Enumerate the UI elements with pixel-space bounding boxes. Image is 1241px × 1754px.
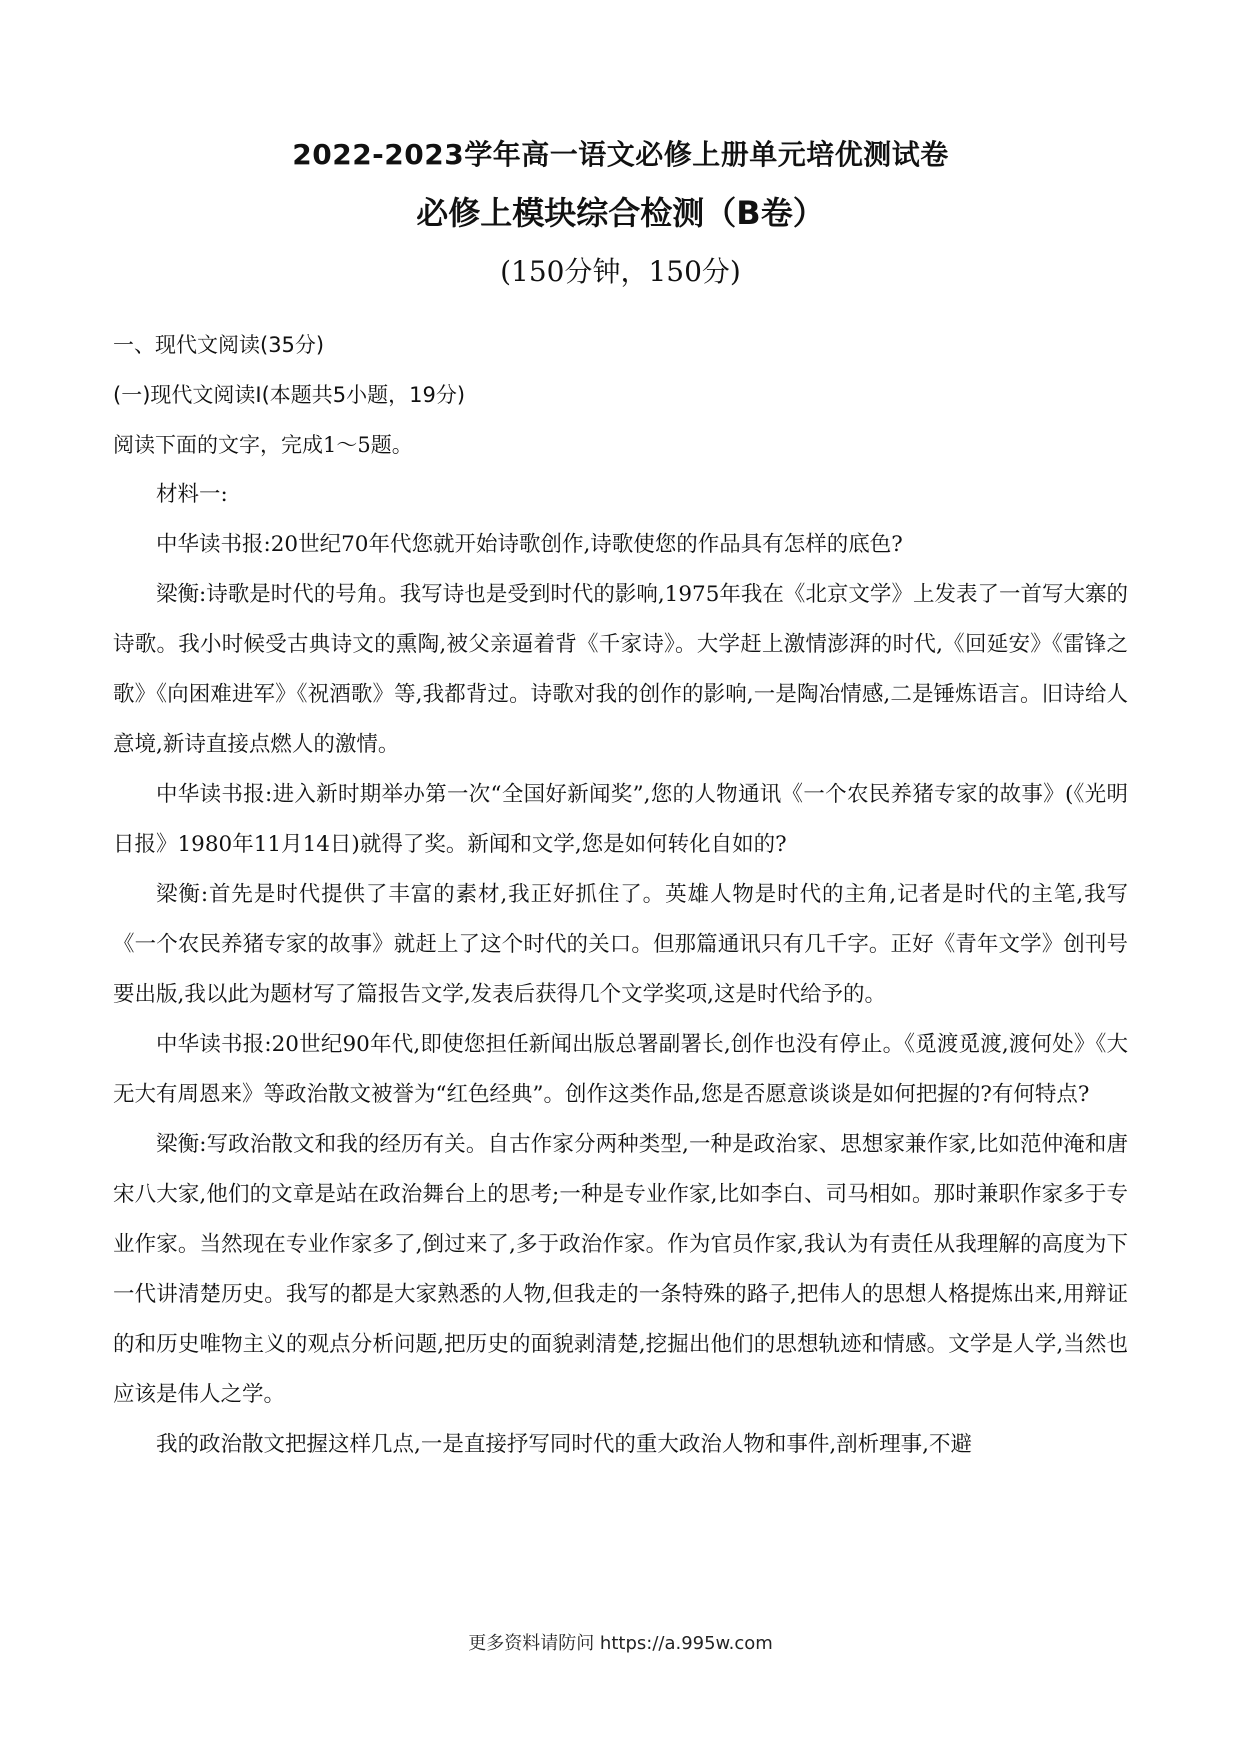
interview-answer: 梁衡:首先是时代提供了丰富的素材,我正好抓住了。英雄人物是时代的主角,记者是时代的主笔,我写《一个农民养猪专家的故事》就赶上了这个时代的关口。但那篇通讯只有几千字。正好《青年文学》创刊号要出版,我以此为题材写了篇报告文学,发表后获得几个文学奖项,这是时代给予的。 [113, 882, 1128, 1007]
section-heading: 一、现代文阅读(35分) [113, 333, 325, 357]
reading-instruction: 阅读下面的文字，完成1～5题。 [113, 433, 413, 457]
subsection-heading: (一)现代文阅读Ⅰ(本题共5小题，19分) [113, 383, 466, 407]
interview-question: 中华读书报:进入新时期举办第一次“全国好新闻奖”,您的人物通讯《一个农民养猪专家的故事》(《光明日报》1980年11月14日)就得了奖。新闻和文学,您是如何转化自如的? [113, 782, 1128, 857]
exam-title: 2022-2023学年高一语文必修上册单元培优测试卷 [292, 138, 949, 171]
interview-answer: 我的政治散文把握这样几点,一是直接抒写同时代的重大政治人物和事件,剖析理事,不避 [156, 1432, 973, 1457]
footer-link[interactable]: 更多资料请防问 https://a.995w.com [468, 1633, 773, 1654]
exam-meta: (150分钟，150分) [500, 255, 741, 288]
interview-question: 中华读书报:20世纪90年代,即使您担任新闻出版总署副署长,创作也没有停止。《觅渡觅渡,渡何处》《大无大有周恩来》等政治散文被誉为“红色经典”。创作这类作品,您是否愿意谈谈是如何把握的?有何特点? [113, 1032, 1128, 1107]
exam-subtitle: 必修上模块综合检测（B卷） [416, 194, 825, 232]
interview-answer: 梁衡:写政治散文和我的经历有关。自古作家分两种类型,一种是政治家、思想家兼作家,比如范仲淹和唐宋八大家,他们的文章是站在政治舞台上的思考;一种是专业作家,比如李白、司马相如。那时兼职作家多于专业作家。当然现在专业作家多了,倒过来了,多于政治作家。作为官员作家,我认为有责任从我理解的高度为下一代讲清楚历史。我写的都是大家熟悉的人物,但我走的一条特殊的路子,把伟人的思想人格提炼出来,用辩证的和历史唯物主义的观点分析问题,把历史的面貌剥清楚,挖掘出他们的思想轨迹和情感。文学是人学,当然也应该是伟人之学。 [113, 1132, 1128, 1407]
interview-answer: 梁衡:诗歌是时代的号角。我写诗也是受到时代的影响,1975年我在《北京文学》上发表了一首写大寨的诗歌。我小时候受古典诗文的熏陶,被父亲逼着背《千家诗》。大学赶上激情澎湃的时代,《回延安》《雷锋之歌》《向困难进军》《祝酒歌》等,我都背过。诗歌对我的创作的影响,一是陶冶情感,二是锤炼语言。旧诗给人意境,新诗直接点燃人的激情。 [113, 582, 1128, 757]
exam-content [113, 320, 1128, 1470]
material-label: 材料一: [156, 482, 228, 507]
interview-question: 中华读书报:20世纪70年代您就开始诗歌创作,诗歌使您的作品具有怎样的底色? [156, 532, 903, 557]
